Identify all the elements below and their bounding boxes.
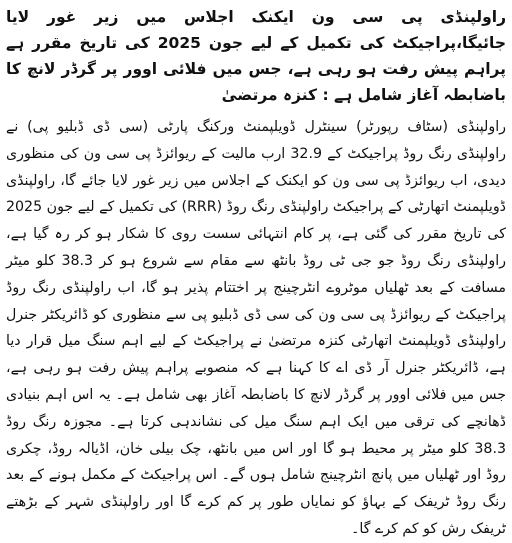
article-body: راولپنڈی (سٹاف رپورٹر) سینٹرل ڈویلپمنٹ ورکنگ پارٹی (سی ڈی ڈبلیو پی) نے راولپنڈی رنگ روڈ پراجیکٹ کے 32.9 ارب مالیت کے ریوائزڈ پی سی ون کی منظوری دیدی، اب ریوائزڈ پی سی ون کو ایکنک کے اجلاس میں زیر غور لایا جائے گا، راولپنڈی ڈویلپمنٹ اتھارٹی کے پراجیکٹ راولپنڈی رنگ روڈ (RRR) کی تکمیل کے لیے جون 2025 کی تاریخ مقرر کی گئی ہے، پر کام انتہائی سست روی کا شکار ہو کر رہ گیا ہے، راولپنڈی رنگ روڈ جو جی ٹی روڈ بانٹھ سے مقام سے شروع ہو کر 38.3 کلو میٹر مسافت کے بعد ٹھلیاں موٹروے انٹرچینج پر اختتام پذیر ہو گا، اب راولپنڈی رنگ روڈ پراجیکٹ کے ریوائزڈ پی سی ون کی سی ڈی ڈبلیو پی سے منظوری کو ڈائریکٹر جنرل راولپنڈی ڈویلپمنٹ اتھارٹی کنزہ مرتضیٰ نے پراجیکٹ کے لیے اہم سنگ میل قرار دیا ہے، ڈائریکٹر جنرل آر ڈی اے کا کہنا ہے کہ منصوبے پراہم پیش رفت ہو رہی ہے، جس میں فلائی اوور پر گرڈر لانچ کا باضابطہ آغاز بھی شامل ہے۔ یہ اس اہم بنیادی ڈھانچے کی ترقی میں ایک اہم سنگ میل کی نشاندہی کرتا ہے۔ مجوزہ رنگ روڈ 38.3 کلو میٹر پر محیط ہو گا اور اس میں بانٹھ، چک بیلی خان، اڈیالہ روڈ، چکری روڈ اور ٹھلیاں میں پانچ انٹرچینج شامل ہوں گے۔ اس پراجیکٹ کے مکمل ہونے کے بعد رنگ روڈ ٹریفک کے بہاؤ کو نمایاں طور پر کم کرے گا اور راولپنڈی شہر کے بڑھتے ٹریفک رش کو کم کرے گا۔	[6, 119, 506, 537]
news-article	[6, 4, 506, 543]
headline: راولپنڈی پی سی ون ایکنک اجلاس میں زیر غور لایا جائیگا،پراجیکٹ کی تکمیل کے لیے جون 2025 کی تاریخ مقرر ہے پراہم پیش رفت ہو رہی ہے، جس میں فلائی اوور پر گرڈر لانچ کا باضابطہ آغاز شامل ہے : کنزہ مرتضیٰ	[6, 8, 506, 104]
